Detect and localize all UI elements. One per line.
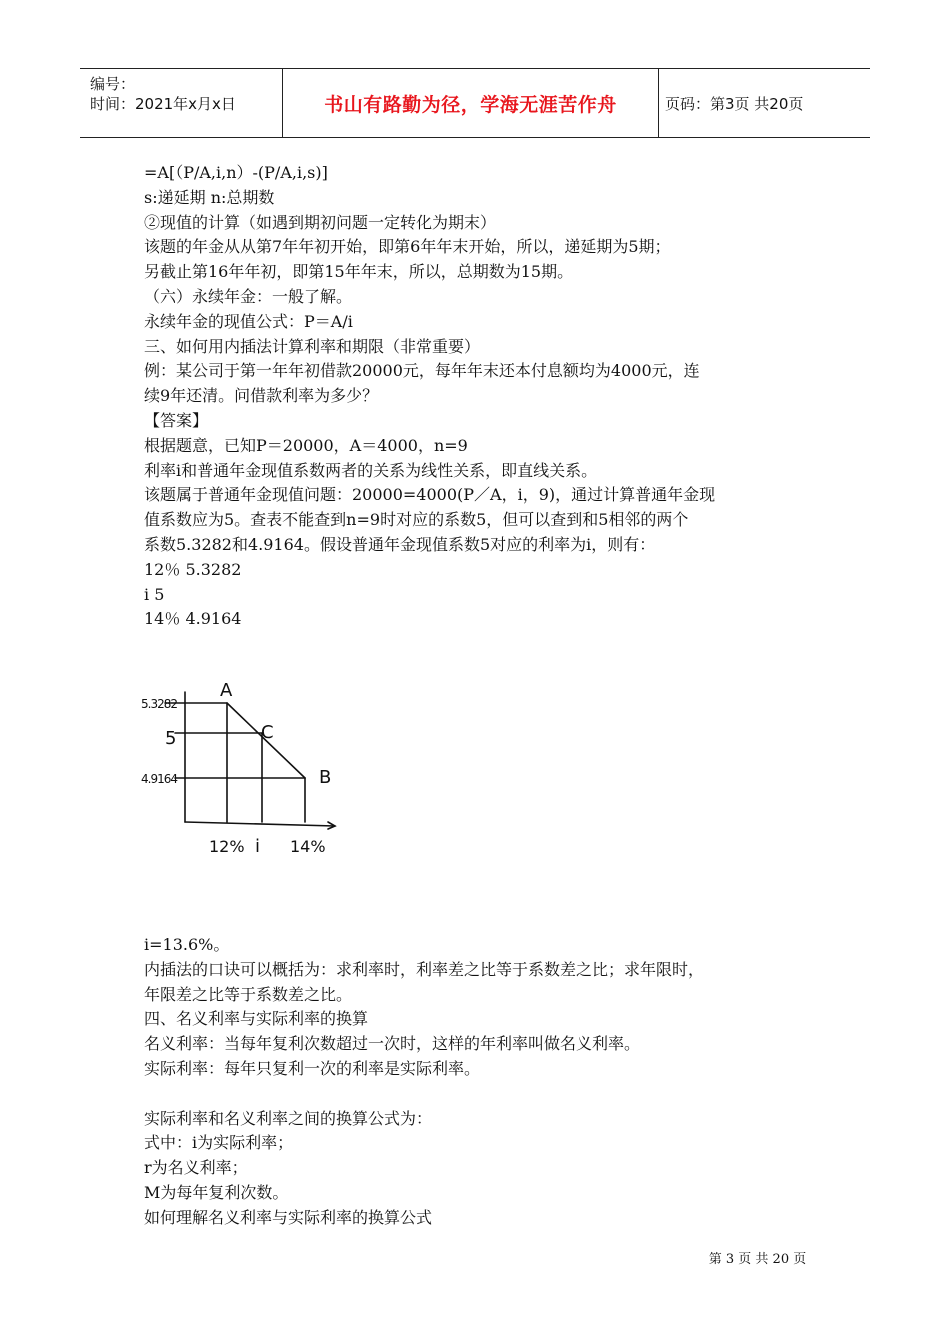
text-line: 四、名义利率与实际利率的换算 <box>144 1009 369 1029</box>
text-line: i=13.6%。 <box>144 935 230 954</box>
text-line: 续9年还清。问借款利率为多少？ <box>144 386 379 406</box>
body-text-top <box>144 161 824 632</box>
text-line: M为每年复利次数。 <box>144 1182 289 1202</box>
text-line: s:递延期 n:总期数 <box>144 187 275 207</box>
date-line: 时间：2021年x月x日 <box>90 95 236 113</box>
interpolation-sketch <box>135 670 350 870</box>
body-text-bottom <box>144 933 834 1231</box>
x-label-i: i <box>255 836 261 857</box>
text-line: 该题属于普通年金现值问题：20000=4000(P／A，i，9)，通过计算普通年金现 <box>144 485 716 505</box>
text-line: 例：某公司于第一年年初借款20000元，每年年末还本付息额均为4000元，连 <box>144 361 700 381</box>
x-axis <box>185 822 335 826</box>
header-motto: 书山有路勤为径，学海无涯苦作舟 <box>283 69 659 137</box>
y-label-top: 5.3282 <box>141 697 177 711</box>
footer-page-number: 第 3 页 共 20 页 <box>708 1252 807 1267</box>
text-line: 实际利率和名义利率之间的换算公式为： <box>144 1108 433 1128</box>
text-line: 年限差之比等于系数差之比。 <box>144 984 353 1004</box>
text-line: 系数5.3282和4.9164。假设普通年金现值系数5对应的利率为i，则有： <box>144 534 656 554</box>
text-line: 如何理解名义利率与实际利率的换算公式 <box>144 1207 433 1227</box>
x-label-14: 14% <box>290 837 326 856</box>
x-label-12: 12% <box>209 837 245 856</box>
text-line: 内插法的口诀可以概括为：求利率时，利率差之比等于系数差之比；求年限时， <box>144 959 705 979</box>
text-line: 14％ 4.9164 <box>144 609 242 629</box>
text-line: 式中：i为实际利率； <box>144 1133 294 1153</box>
number-label: 编号： <box>90 75 136 93</box>
text-line: 12％ 5.3282 <box>144 559 242 579</box>
text-line: 利率i和普通年金现值系数两者的关系为线性关系，即直线关系。 <box>144 460 598 480</box>
point-b-label: B <box>319 767 332 788</box>
text-line: 另截止第16年年初，即第15年年末，所以，总期数为15期。 <box>144 262 574 282</box>
page-header <box>80 68 870 138</box>
text-line: 名义利率：当每年复利次数超过一次时，这样的年利率叫做名义利率。 <box>144 1034 641 1054</box>
text-line: r为名义利率； <box>144 1158 248 1178</box>
header-meta-cell <box>80 69 283 137</box>
header-page-info-cell <box>659 69 870 137</box>
text-line: （六）永续年金：一般了解。 <box>144 286 353 306</box>
text-line: 根据题意，已知P＝20000，A＝4000，n=9 <box>144 435 468 455</box>
text-line: i 5 <box>144 584 165 604</box>
text-line: ②现值的计算（如遇到期初问题一定转化为期末） <box>144 212 497 232</box>
text-line: 【答案】 <box>144 410 209 430</box>
blank-line <box>144 1082 834 1107</box>
page-info: 页码：第3页 共20页 <box>665 94 804 113</box>
text-line: =A[（P/A,i,n）-(P/A,i,s)] <box>144 163 328 182</box>
text-line: 值系数应为5。查表不能查到n=9时对应的系数5，但可以查到和5相邻的两个 <box>144 510 689 530</box>
text-line: 实际利率：每年只复利一次的利率是实际利率。 <box>144 1058 481 1078</box>
text-line: 永续年金的现值公式：P＝A/i <box>144 311 353 331</box>
page-footer <box>0 1248 950 1267</box>
y-label-bottom: 4.9164 <box>141 772 177 786</box>
y-label-mid: 5 <box>165 728 177 749</box>
point-a-label: A <box>220 680 233 701</box>
point-c-label: C <box>261 722 274 743</box>
text-line: 三、如何用内插法计算利率和期限（非常重要） <box>144 336 481 356</box>
text-line: 该题的年金从从第7年年初开始，即第6年年末开始，所以，递延期为5期； <box>144 237 671 257</box>
